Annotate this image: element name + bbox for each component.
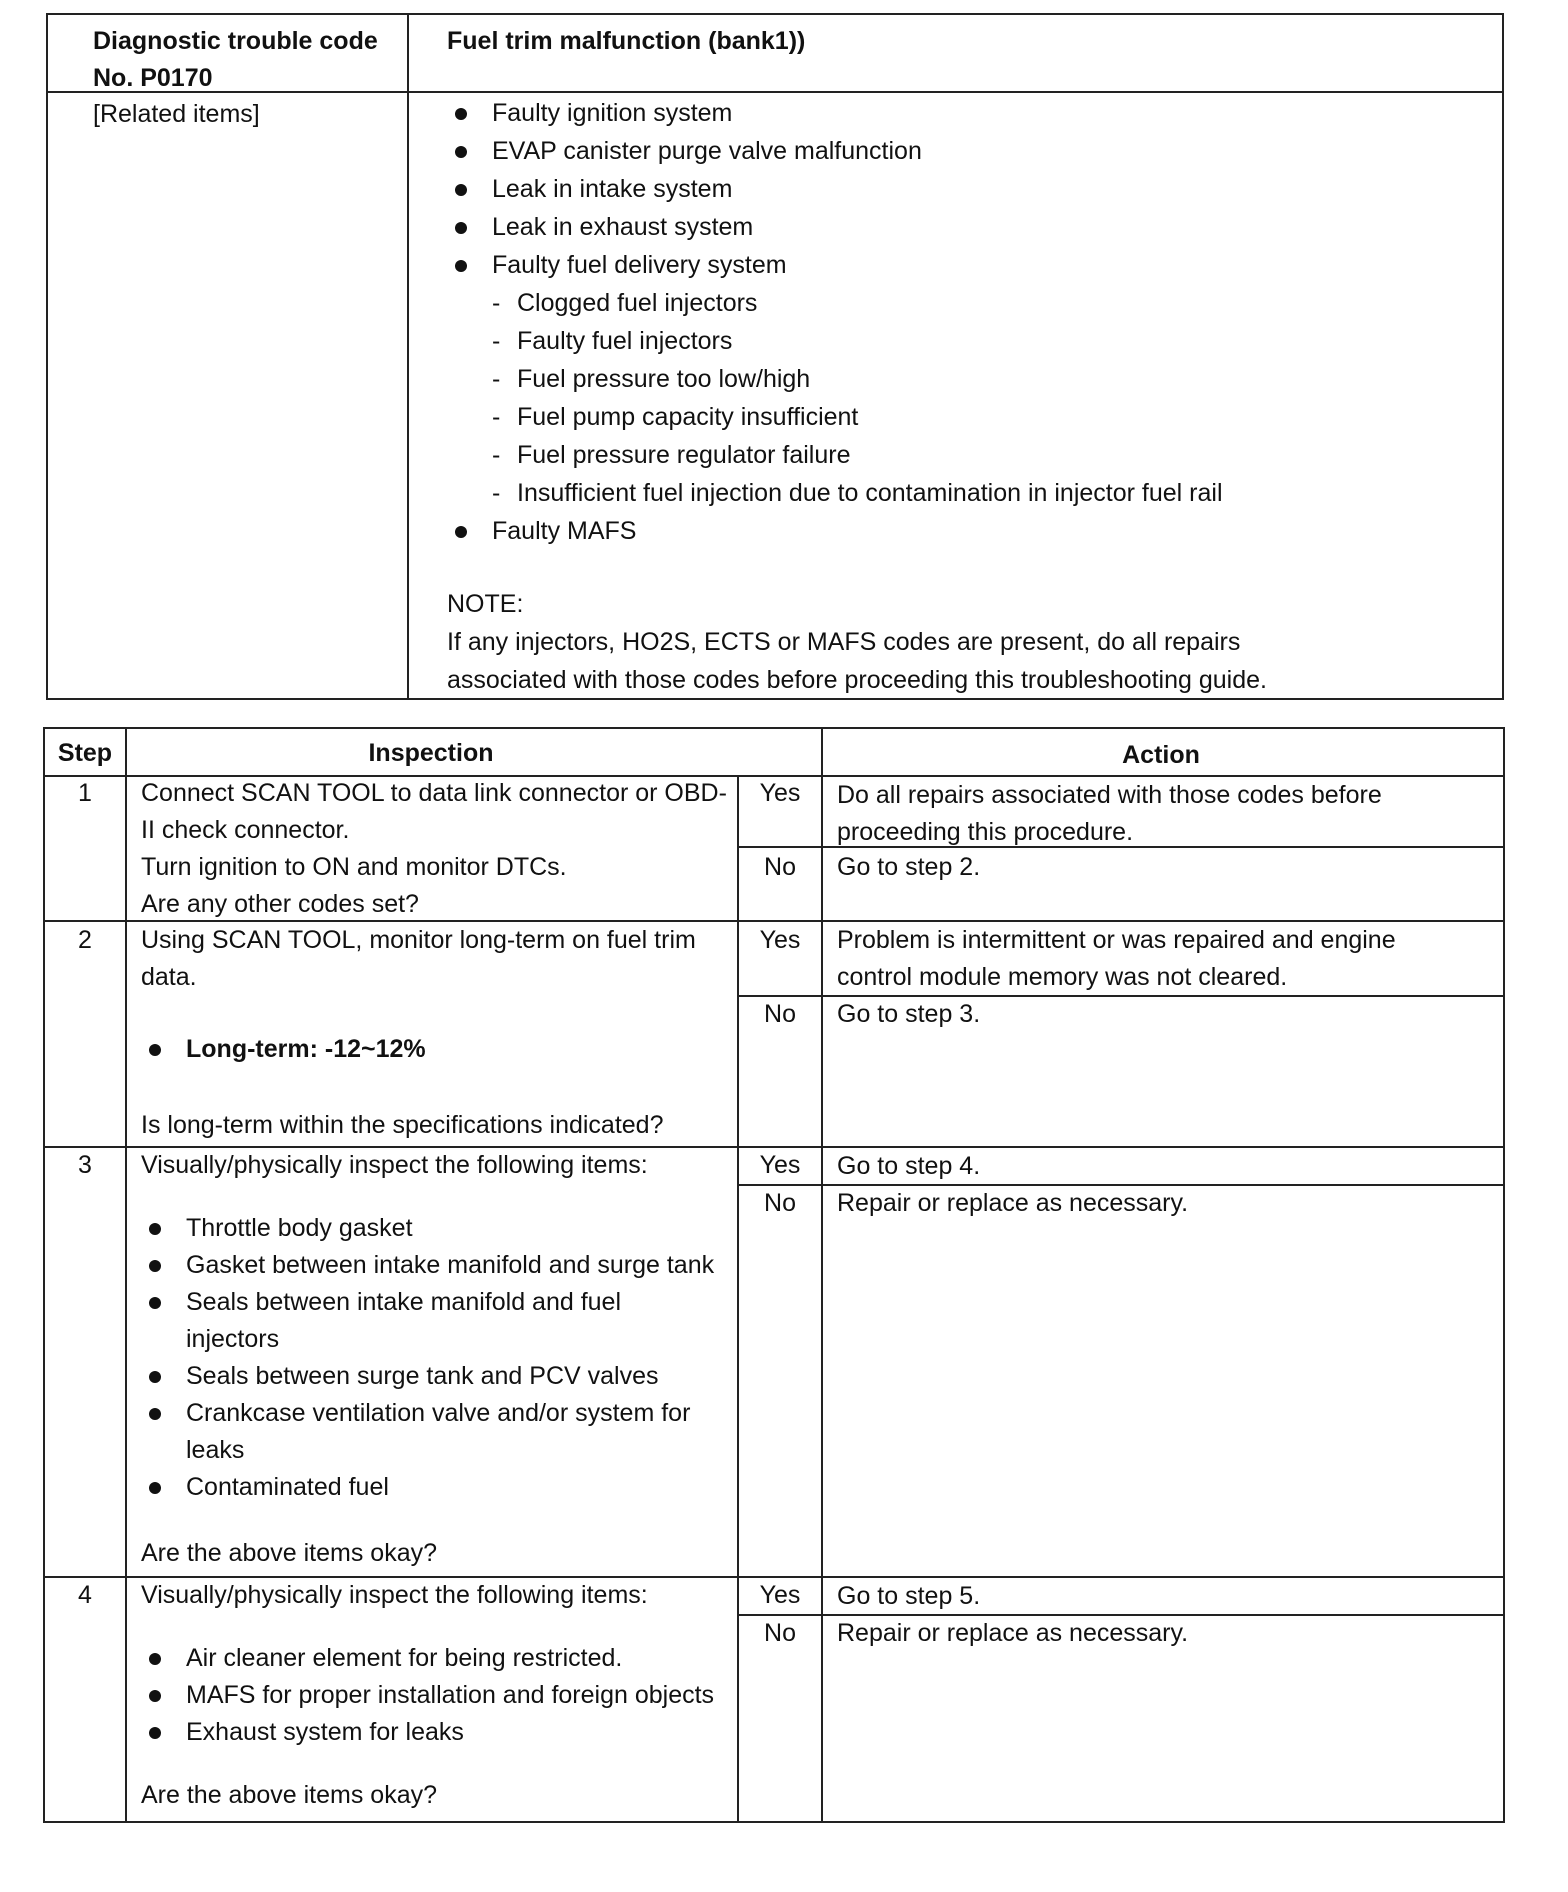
step-number: 3 (78, 1151, 92, 1179)
bullet-icon (149, 1297, 161, 1309)
dtc-title: Fuel trim malfunction (bank1)) (447, 27, 806, 55)
inspection-item: Crankcase ventilation valve and/or system for (186, 1399, 691, 1427)
inspection-item-continued: leaks (186, 1436, 245, 1464)
bullet-icon (149, 1223, 161, 1235)
dash-marker: - (492, 289, 501, 317)
spec-text: Long-term: -12~12% (186, 1035, 426, 1063)
yes-label: Yes (759, 1581, 801, 1609)
dash-marker: - (492, 441, 501, 469)
sub-list-item: - Insufficient fuel injection due to contamination in injector fuel rail (447, 474, 1487, 512)
bullet-icon (149, 1690, 161, 1702)
action-text: Repair or replace as necessary. (837, 1619, 1189, 1647)
dtc-code-line2: No. P0170 (93, 64, 213, 92)
column-header-inspection: Inspection (368, 739, 494, 767)
dtc-code-line1: Diagnostic trouble code (93, 27, 378, 55)
note-line: If any injectors, HO2S, ECTS or MAFS codes are present, do all repairs (447, 628, 1241, 656)
related-items-list (447, 94, 1487, 550)
bullet-icon (149, 1371, 161, 1383)
note-label: NOTE: (447, 590, 524, 618)
inspection-question: Are the above items okay? (141, 1539, 437, 1567)
yes-label: Yes (759, 779, 801, 807)
note-block (447, 585, 1267, 699)
inspection-text: Turn ignition to ON and monitor DTCs. (141, 853, 567, 881)
bullet-icon (455, 260, 467, 272)
step-number: 4 (78, 1581, 92, 1609)
inspection-text: Visually/physically inspect the following items: (141, 1151, 648, 1179)
dash-marker: - (492, 479, 501, 507)
dash-marker: - (492, 365, 501, 393)
action-text: Problem is intermittent or was repaired and engine (837, 926, 1396, 954)
bullet-icon (455, 146, 467, 158)
list-item: Faulty MAFS (447, 512, 1487, 550)
inspection-item: Seals between intake manifold and fuel (186, 1288, 622, 1316)
action-column-divider (821, 729, 823, 1821)
sub-list-item: - Faulty fuel injectors (447, 322, 1487, 360)
inspection-item: MAFS for proper installation and foreign objects (186, 1681, 715, 1709)
dtc-header-table (46, 13, 1504, 700)
inspection-item: Gasket between intake manifold and surge tank (186, 1251, 715, 1279)
sub-list-item: - Fuel pressure regulator failure (447, 436, 1487, 474)
list-item: EVAP canister purge valve malfunction (447, 132, 1487, 170)
inspection-item: Exhaust system for leaks (186, 1718, 464, 1746)
bullet-icon (149, 1408, 161, 1420)
bullet-icon (149, 1260, 161, 1272)
inspection-text: Are any other codes set? (141, 890, 419, 918)
note-line: associated with those codes before proceeding this troubleshooting guide. (447, 666, 1267, 694)
dash-marker: - (492, 327, 501, 355)
action-text: Go to step 2. (837, 853, 981, 881)
sub-list-item: - Fuel pump capacity insufficient (447, 398, 1487, 436)
no-label: No (764, 1189, 796, 1217)
bullet-icon (455, 222, 467, 234)
action-text: control module memory was not cleared. (837, 963, 1288, 991)
yes-label: Yes (759, 926, 801, 954)
action-text: Repair or replace as necessary. (837, 1189, 1189, 1217)
step-number: 2 (78, 926, 92, 954)
inspection-item: Air cleaner element for being restricted. (186, 1644, 623, 1672)
inspection-item: Seals between surge tank and PCV valves (186, 1362, 659, 1390)
action-text: Go to step 4. (837, 1152, 981, 1180)
related-items-label: [Related items] (93, 100, 260, 128)
column-header-step: Step (57, 739, 113, 767)
inspection-item-continued: injectors (186, 1325, 280, 1353)
step-column-divider (125, 729, 127, 1821)
yes-label: Yes (759, 1151, 801, 1179)
inspection-item: Contaminated fuel (186, 1473, 389, 1501)
action-text: proceeding this procedure. (837, 818, 1134, 846)
bullet-icon (149, 1653, 161, 1665)
action-text: Do all repairs associated with those codes before (837, 781, 1382, 809)
inspection-text: data. (141, 963, 197, 991)
inspection-text: Using SCAN TOOL, monitor long-term on fuel trim (141, 926, 696, 954)
inspection-item: Throttle body gasket (186, 1214, 413, 1242)
dash-marker: - (492, 403, 501, 431)
step-number: 1 (78, 779, 92, 807)
list-item: Leak in exhaust system (447, 208, 1487, 246)
bullet-icon (455, 108, 467, 120)
inspection-text: II check connector. (141, 816, 350, 844)
action-text: Go to step 3. (837, 1000, 981, 1028)
inspection-text: Connect SCAN TOOL to data link connector or OBD- (141, 779, 727, 807)
list-item: Faulty fuel delivery system (447, 246, 1487, 284)
inspection-question: Are the above items okay? (141, 1781, 437, 1809)
bullet-icon (149, 1482, 161, 1494)
list-item: Leak in intake system (447, 170, 1487, 208)
column-header-action: Action (1122, 741, 1200, 769)
dtc-code-label (93, 23, 378, 97)
action-text: Go to step 5. (837, 1582, 981, 1610)
bullet-icon (149, 1727, 161, 1739)
inspection-text: Visually/physically inspect the following items: (141, 1581, 648, 1609)
troubleshooting-table (43, 727, 1505, 1823)
header-column-divider (407, 15, 409, 698)
sub-list-item: - Clogged fuel injectors (447, 284, 1487, 322)
bullet-icon (455, 184, 467, 196)
list-item: Faulty ignition system (447, 94, 1487, 132)
no-label: No (764, 1619, 796, 1647)
no-label: No (764, 853, 796, 881)
inspection-question: Is long-term within the specifications indicated? (141, 1111, 664, 1139)
bullet-icon (455, 526, 467, 538)
bullet-icon (149, 1044, 161, 1056)
no-label: No (764, 1000, 796, 1028)
sub-list-item: - Fuel pressure too low/high (447, 360, 1487, 398)
